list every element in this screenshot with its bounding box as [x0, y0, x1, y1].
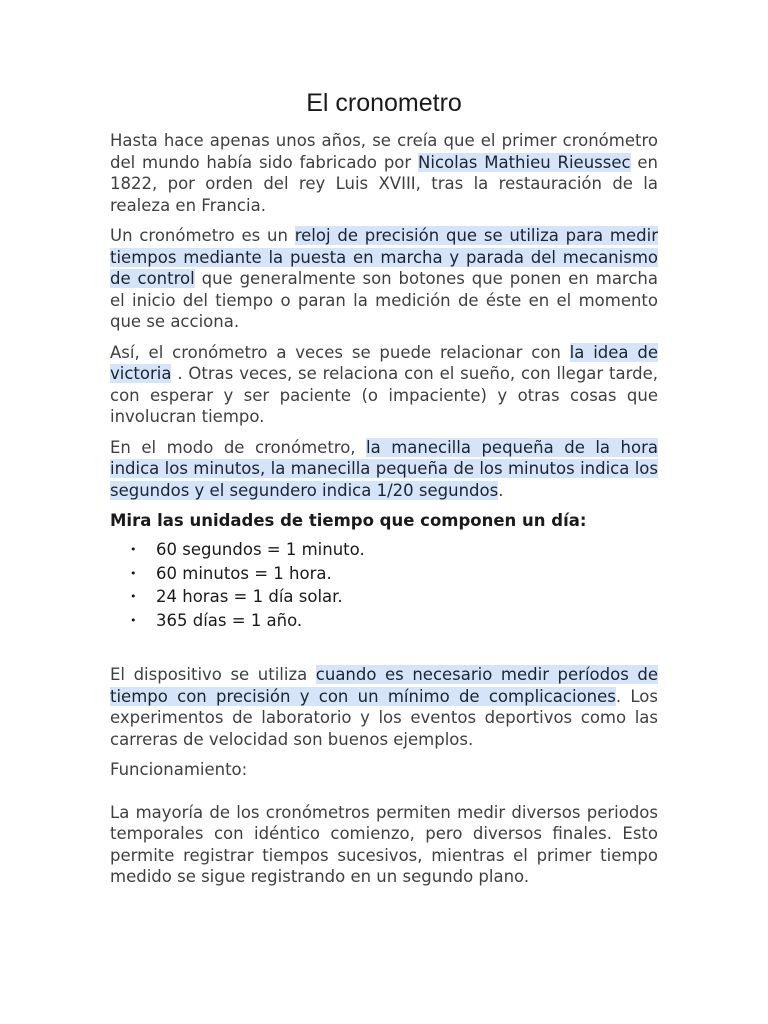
- paragraph-functioning-label: Funcionamiento:: [110, 760, 248, 779]
- highlighted-text: reloj de precisión que se utiliza para medir tiempos mediante la puesta en marcha y parada del mecanismo de control: [110, 226, 658, 288]
- highlighted-text: la idea de victoria: [110, 342, 658, 383]
- paragraph-text: . Otras veces, se relaciona con el sueño, con llegar tarde, con esperar y ser paciente (o impaciente) y otras cosas que involucran tiempo.: [110, 364, 658, 426]
- spacer: [110, 790, 658, 802]
- highlighted-text: cuando es necesario medir períodos de tiempo con precisión y con un mínimo de complicaciones: [110, 665, 658, 706]
- list-item: [110, 562, 658, 586]
- paragraph-text: que generalmente son botones que ponen en marcha el inicio del tiempo o paran la medición de éste en el momento que se acciona.: [110, 269, 658, 331]
- document-page: [110, 86, 658, 897]
- paragraph-text: Un cronómetro es un: [110, 226, 295, 245]
- list-item-text: 60 segundos = 1 minuto.: [156, 540, 365, 559]
- paragraph-usage: [110, 664, 658, 750]
- list-item: [110, 585, 658, 609]
- paragraph-text: Hasta hace apenas unos años, se creía que el primer cronómetro del mundo había sido fabricado por: [110, 131, 658, 172]
- paragraph-definition: [110, 225, 658, 333]
- section-heading: Mira las unidades de tiempo que componen un día:: [110, 511, 587, 530]
- time-units-list: [110, 538, 658, 632]
- list-item: [110, 538, 658, 562]
- paragraph-text: . Los experimentos de laboratorio y los eventos deportivos como las carreras de velocidad son buenos ejemplos.: [110, 686, 658, 749]
- paragraph-text: en 1822, por orden del rey Luis XVIII, tras la restauración de la realeza en Francia.: [110, 152, 659, 215]
- paragraph-text: En el modo de cronómetro,: [110, 437, 367, 457]
- bullet-icon: •: [130, 543, 137, 556]
- list-item-text: 24 horas = 1 día solar.: [156, 587, 343, 606]
- bullet-icon: •: [130, 613, 137, 627]
- list-item: [110, 609, 658, 633]
- paragraph-history: [110, 130, 658, 216]
- paragraph-text: Así, el cronómetro a veces se puede relacionar con: [110, 342, 570, 362]
- list-item-text: 60 minutos = 1 hora.: [156, 563, 332, 583]
- list-item-text: 365 días = 1 año.: [156, 610, 303, 630]
- paragraph-functioning: La mayoría de los cronómetros permiten medir diversos periodos temporales con idéntico comienzo, pero diversos finales. Esto permite registrar tiempos sucesivos, mientras el primer tiempo medido se sigue registrando en un segundo plano.: [110, 802, 658, 886]
- paragraph-symbolism: [110, 342, 658, 428]
- highlighted-text: Nicolas Mathieu Rieussec: [418, 152, 631, 172]
- bullet-icon: •: [130, 590, 137, 603]
- paragraph-text: El dispositivo se utiliza: [110, 665, 316, 684]
- page-title: El cronometro: [306, 89, 462, 117]
- bullet-icon: •: [130, 566, 137, 580]
- paragraph-text: .: [498, 480, 504, 500]
- highlighted-text: la manecilla pequeña de la hora indica los minutos, la manecilla pequeña de los minutos indica los segundos y el segundero indica 1/20 segundos: [110, 437, 658, 500]
- paragraph-mode: [110, 437, 658, 502]
